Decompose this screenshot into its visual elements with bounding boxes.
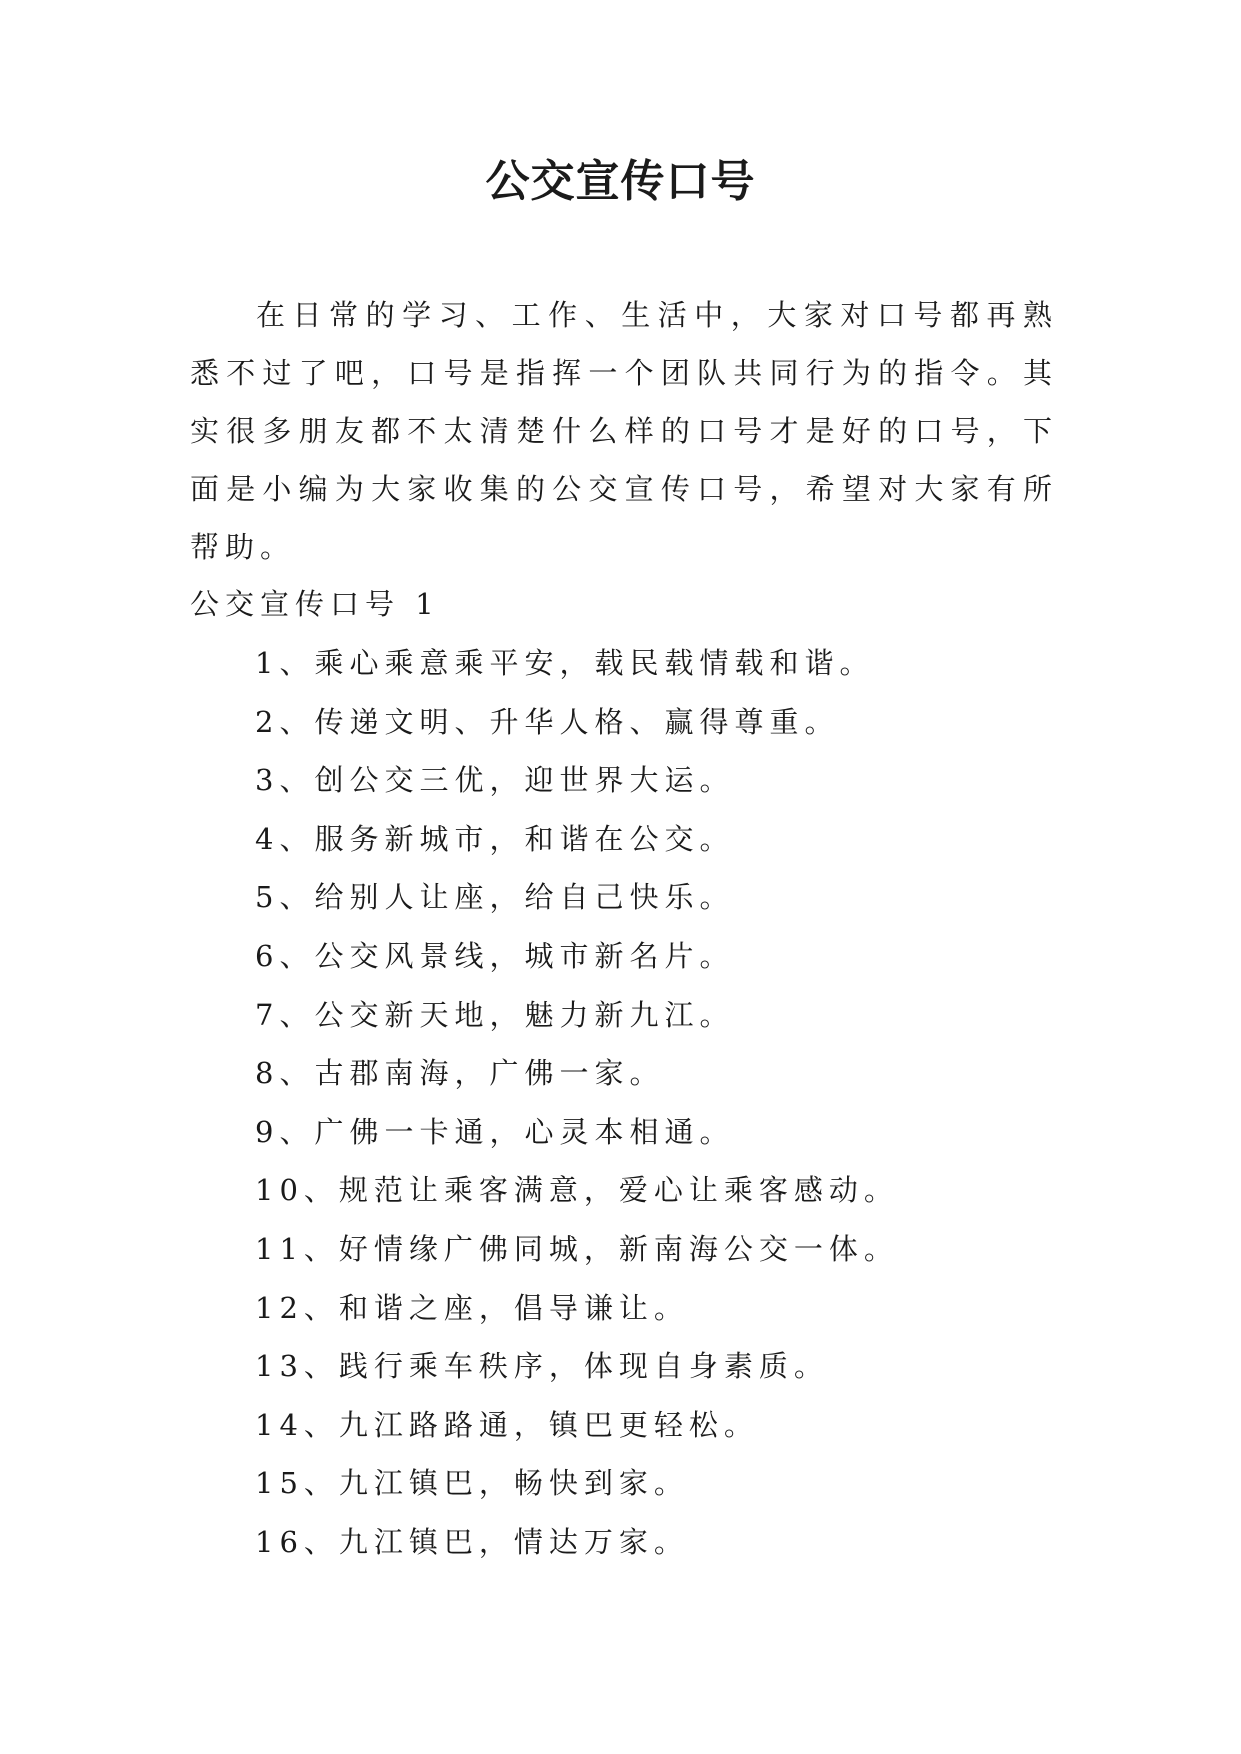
section-heading: 公交宣传口号 1 bbox=[190, 587, 440, 621]
slogan-item: 6、公交风景线，城市新名片。 bbox=[255, 938, 735, 973]
slogan-item: 1、乘心乘意乘平安，载民载情载和谐。 bbox=[255, 646, 875, 680]
intro-paragraph: 在日常的学习、工作、生活中，大家对口号都再熟悉不过了吧，口号是指挥一个团队共同行为的指令。其实很多朋友都不太清楚什么样的口号才是好的口号，下面是小编为大家收集的公交宣传口号，希望对大家有所帮助。 bbox=[190, 298, 1058, 564]
slogan-item: 9、广佛一卡通，心灵本相通。 bbox=[255, 1114, 735, 1149]
slogan-item: 15、九江镇巴，畅快到家。 bbox=[255, 1466, 689, 1501]
slogan-item: 10、规范让乘客满意，爱心让乘客感动。 bbox=[255, 1173, 899, 1208]
slogan-item: 8、古郡南海，广佛一家。 bbox=[255, 1056, 665, 1091]
document-title: 公交宣传口号 bbox=[485, 156, 756, 207]
slogan-item: 3、创公交三优，迎世界大运。 bbox=[255, 763, 735, 798]
slogan-item: 14、九江路路通，镇巴更轻松。 bbox=[255, 1407, 759, 1442]
slogan-item: 13、践行乘车秩序，体现自身素质。 bbox=[255, 1349, 829, 1384]
slogan-list bbox=[255, 634, 1075, 1572]
slogan-item: 2、传递文明、升华人格、赢得尊重。 bbox=[255, 704, 840, 739]
slogan-item: 11、好情缘广佛同城，新南海公交一体。 bbox=[255, 1231, 899, 1266]
slogan-item: 16、九江镇巴，情达万家。 bbox=[255, 1524, 689, 1559]
slogan-item: 12、和谐之座，倡导谦让。 bbox=[255, 1290, 689, 1325]
slogan-item: 4、服务新城市，和谐在公交。 bbox=[255, 821, 735, 856]
slogan-item: 7、公交新天地，魅力新九江。 bbox=[255, 997, 735, 1032]
slogan-item: 5、给别人让座，给自己快乐。 bbox=[255, 880, 735, 915]
